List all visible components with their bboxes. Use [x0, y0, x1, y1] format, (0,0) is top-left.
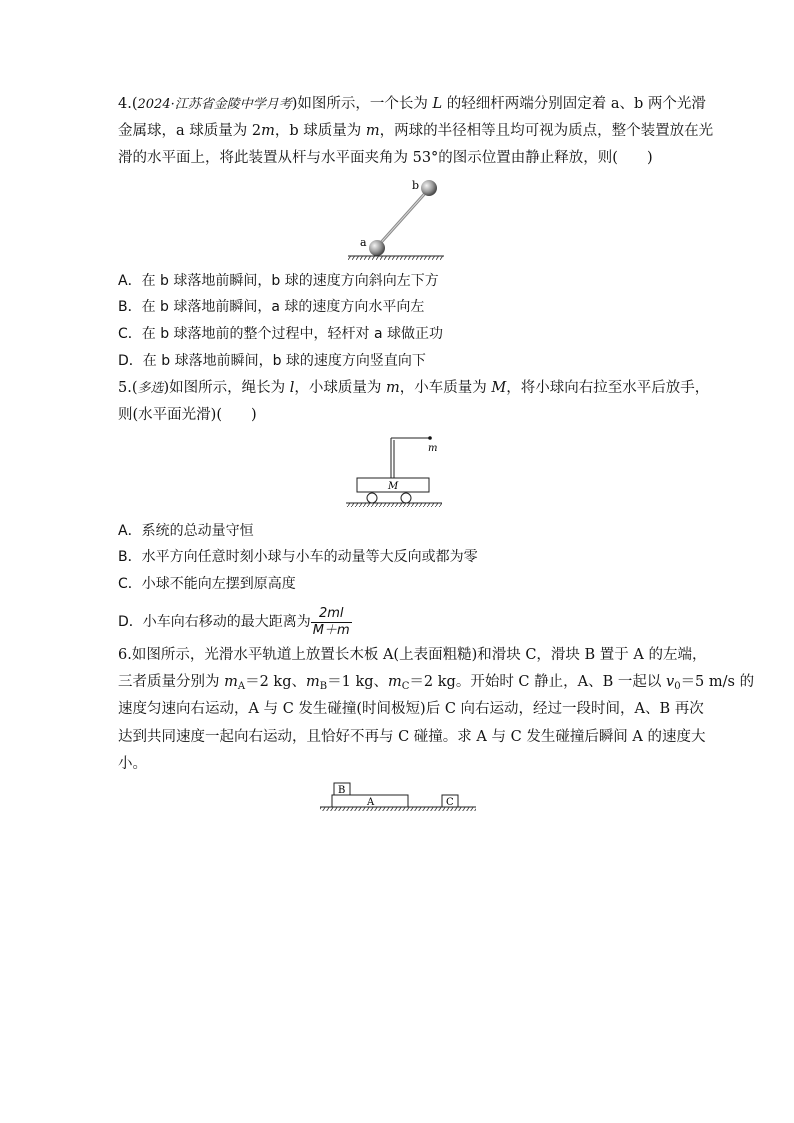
subscript: A: [237, 681, 246, 692]
subscript: C: [401, 681, 410, 692]
q6-label-c: C: [446, 797, 454, 808]
q5-wheel-right: [401, 493, 411, 503]
q6-line-1: 6.如图所示，光滑水平轨道上放置长木板 A(上表面粗糙)和滑块 C，滑块 B 置于 A 的左端，: [118, 647, 707, 663]
var-m: m: [388, 674, 402, 690]
var-m: m: [306, 674, 320, 690]
q4-option-d: D．在 b 球落地前瞬间，b 球的速度方向竖直向下: [118, 353, 426, 369]
q4-ball-b: [421, 180, 437, 196]
q6-label-a: A: [367, 797, 375, 808]
q4-text: 金属球，a 球质量为 2: [118, 123, 262, 139]
q6-line-2: [118, 672, 754, 697]
var-m: m: [224, 674, 238, 690]
q6-line-4: 达到共同速度一起向右运动，且恰好不再与 C 碰撞。求 A 与 C 发生碰撞后瞬间 A 的速度大: [118, 729, 706, 745]
q4-text: 的轻细杆两端分别固定着 a、b 两个光滑: [442, 96, 706, 112]
q4-ball-a: [369, 240, 385, 256]
q5-line-2: 则(水平面光滑)( ): [118, 407, 257, 423]
q5-text: )如图所示，绳长为: [163, 380, 290, 396]
q6-line-5: 小。: [118, 756, 147, 772]
var-v: v: [665, 674, 675, 690]
var-M: M: [491, 380, 507, 396]
q4-number: 4.(: [118, 96, 138, 112]
var-L: L: [432, 96, 443, 112]
q5-option-d: [118, 603, 352, 641]
q4-text: )如图所示，一个长为: [291, 96, 433, 112]
q4-option-b: B．在 b 球落地前瞬间，a 球的速度方向水平向左: [118, 299, 425, 315]
q4-line-3: 滑的水平面上，将此装置从杆与水平面夹角为 53°的图示位置由静止释放，则( ): [118, 150, 653, 166]
fraction-denominator: M＋m: [312, 622, 350, 638]
q5-line-1: [118, 378, 709, 399]
q6-text: ＝2 kg。开始时 C 静止，A、B 一起以: [409, 674, 666, 690]
q6-figure-blocks: [318, 782, 480, 814]
var-m: m: [386, 380, 400, 396]
q5-option-c: C．小球不能向左摆到原高度: [118, 576, 296, 592]
q6-text: ＝2 kg、: [245, 674, 306, 690]
q6-text: 三者质量分别为: [118, 674, 225, 690]
subscript: B: [319, 681, 328, 692]
q5-ball: [428, 436, 432, 440]
q5-tag: 多选: [137, 381, 164, 396]
q5-text: ，小车质量为: [399, 380, 492, 396]
q5-figure-cart-pendulum: [344, 434, 444, 510]
q5-option-d-text: D．小车向右移动的最大距离为: [118, 614, 311, 630]
var-m: m: [365, 123, 380, 139]
var-l: l: [289, 380, 295, 396]
q4-option-c: C．在 b 球落地前的整个过程中，轻杆对 a 球做正功: [118, 326, 444, 342]
q6-label-b: B: [338, 785, 346, 796]
q6-text: ＝1 kg、: [327, 674, 389, 690]
q4-figure-rod-balls: [340, 176, 460, 260]
q4-line-2: [118, 121, 713, 141]
q4-text: ，两球的半径相等且均可视为质点，整个装置放在光: [379, 123, 714, 139]
q4-label-a: a: [360, 236, 367, 249]
q5-label-M: M: [388, 481, 399, 492]
q6-text: ＝5 m/s 的: [680, 674, 755, 690]
q4-line-1: [118, 94, 706, 115]
q5-option-d-fraction: [311, 606, 352, 639]
q5-number: 5.(: [118, 380, 138, 396]
q6-line-3: 速度匀速向右运动，A 与 C 发生碰撞(时间极短)后 C 向右运动，经过一段时间，A、B 再次: [118, 701, 704, 717]
q5-label-m: m: [428, 443, 438, 454]
q5-option-a: A．系统的总动量守恒: [118, 523, 254, 539]
q4-source: 2024·江苏省金陵中学月考: [137, 97, 292, 112]
q4-text: ，b 球质量为: [274, 123, 366, 139]
var-m: m: [261, 123, 275, 139]
q4-option-a: A．在 b 球落地前瞬间，b 球的速度方向斜向左下方: [118, 273, 439, 289]
q4-label-b: b: [412, 179, 420, 192]
subscript: 0: [674, 681, 681, 692]
q5-text: ，小球质量为: [294, 380, 387, 396]
fraction-numerator: 2ml: [311, 606, 352, 623]
q5-wheel-left: [367, 493, 377, 503]
q5-option-b: B．水平方向任意时刻小球与小车的动量等大反向或都为零: [118, 549, 478, 565]
q5-text: ，将小球向右拉至水平后放手，: [506, 380, 710, 396]
